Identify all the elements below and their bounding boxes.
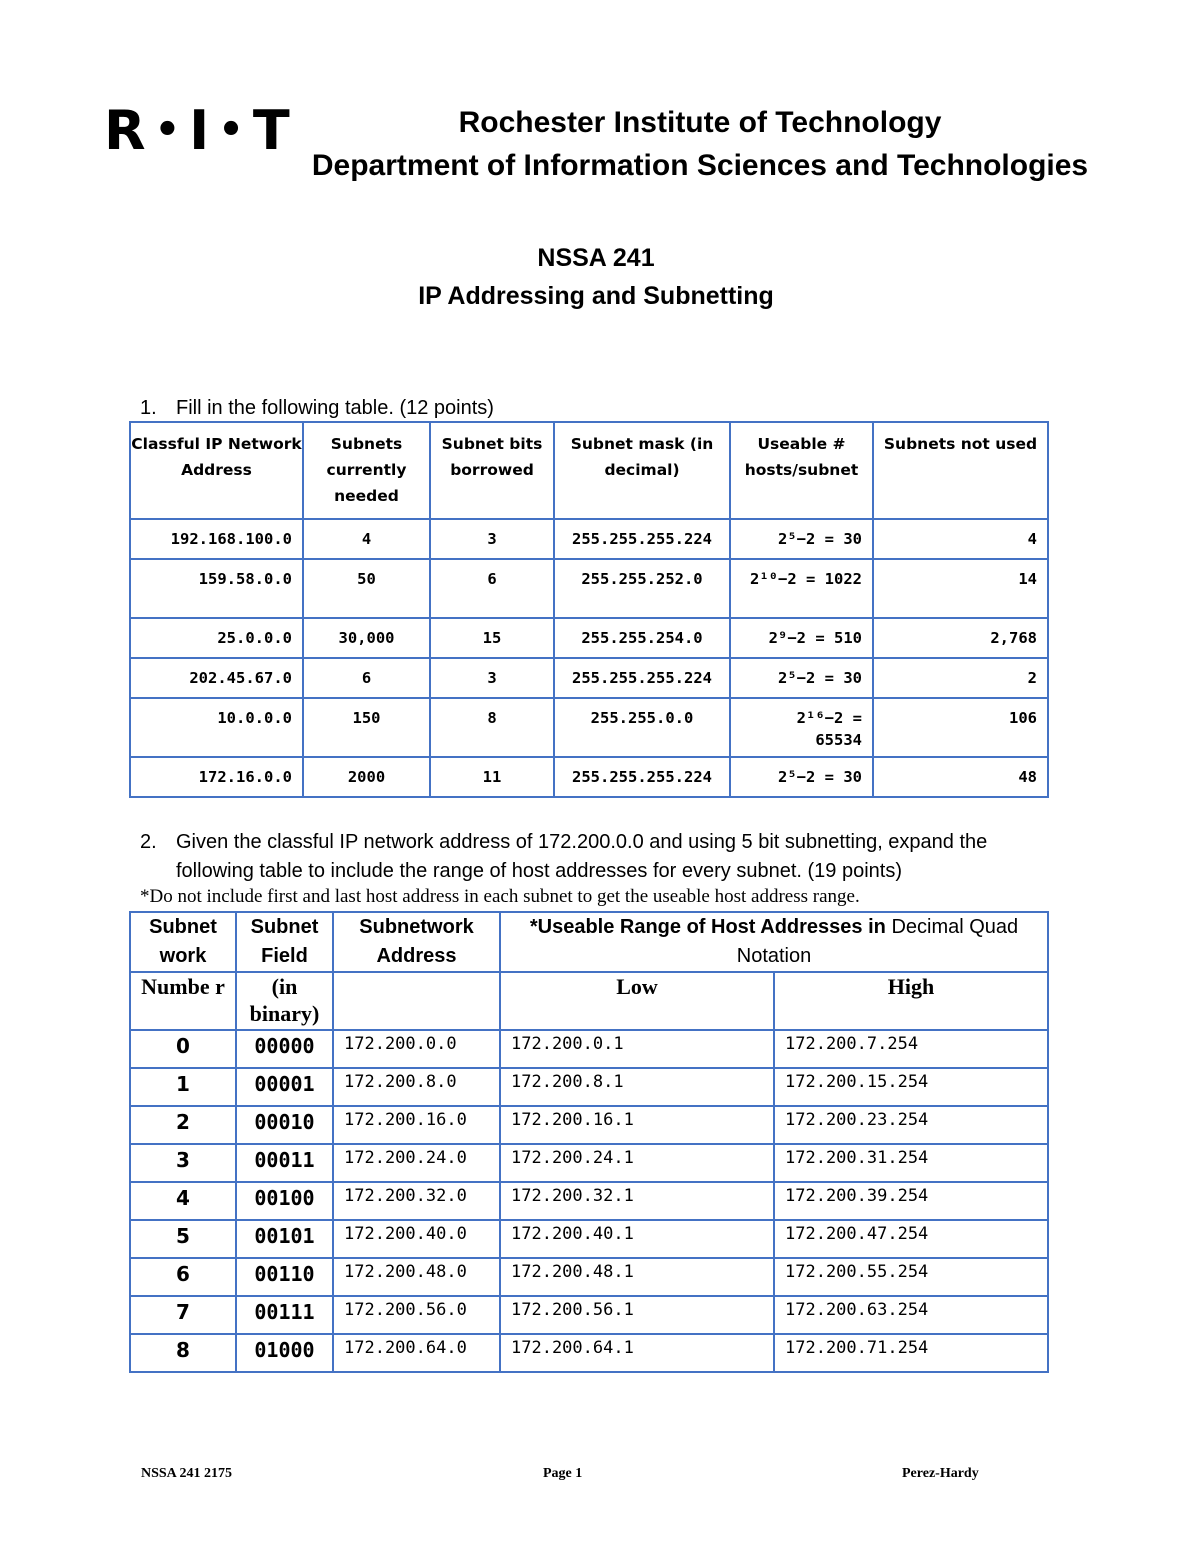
table-row (130, 1030, 1048, 1068)
network-cell: 202.45.67.0 (130, 658, 303, 698)
footer-author: Perez-Hardy (902, 1466, 979, 1481)
high-host-cell: 172.200.23.254 (774, 1106, 1048, 1144)
subnet-address-cell: 172.200.64.0 (333, 1334, 500, 1372)
header-cell: Classful IP Network Address (130, 422, 303, 519)
subnet-number-cell: 0 (130, 1030, 236, 1068)
subnet-address-cell: 172.200.8.0 (333, 1068, 500, 1106)
header-cell (333, 972, 500, 1030)
subnet-number-cell: 3 (130, 1144, 236, 1182)
header-cell: Subnetwork Address (333, 912, 500, 972)
header-cell: Subnet work (130, 912, 236, 972)
table-row (130, 519, 1048, 559)
subnet-number-cell: 2 (130, 1106, 236, 1144)
high-host-cell: 172.200.39.254 (774, 1182, 1048, 1220)
subnet-binary-cell: 00011 (236, 1144, 333, 1182)
question-1: 1. Fill in the following table. (12 points) (140, 397, 494, 419)
subnet-number-cell: 4 (130, 1182, 236, 1220)
footer-page-number: Page 1 (543, 1466, 583, 1481)
subnet-number-cell: 1 (130, 1068, 236, 1106)
low-host-cell: 172.200.56.1 (500, 1296, 774, 1334)
host-range-table (129, 911, 1049, 1373)
instruction-note: *Do not include first and last host address in each subnet to get the useable host address range. (140, 886, 860, 907)
course-title: IP Addressing and Subnetting (418, 282, 774, 310)
unused-cell: 2 (873, 658, 1048, 698)
table-row (130, 1296, 1048, 1334)
hosts-cell: 2⁹−2 = 510 (730, 618, 873, 658)
subnet-binary-cell: 00110 (236, 1258, 333, 1296)
mask-cell: 255.255.254.0 (554, 618, 730, 658)
unused-cell: 2,768 (873, 618, 1048, 658)
subnet-address-cell: 172.200.48.0 (333, 1258, 500, 1296)
header-cell: Subnets currently needed (303, 422, 430, 519)
question-2: 2. Given the classful IP network address of 172.200.0.0 and using 5 bit subnetting, expand the following table to include the range of host addresses for every subnet. (19 points) (140, 831, 988, 882)
header-cell: High (774, 972, 1048, 1030)
low-host-cell: 172.200.40.1 (500, 1220, 774, 1258)
subnet-address-cell: 172.200.56.0 (333, 1296, 500, 1334)
mask-cell: 255.255.252.0 (554, 559, 730, 618)
low-host-cell: 172.200.48.1 (500, 1258, 774, 1296)
table-row (130, 1106, 1048, 1144)
table-row (130, 658, 1048, 698)
high-host-cell: 172.200.31.254 (774, 1144, 1048, 1182)
needed-cell: 4 (303, 519, 430, 559)
low-host-cell: 172.200.64.1 (500, 1334, 774, 1372)
low-host-cell: 172.200.32.1 (500, 1182, 774, 1220)
high-host-cell: 172.200.71.254 (774, 1334, 1048, 1372)
low-host-cell: 172.200.24.1 (500, 1144, 774, 1182)
header-cell: Subnets not used (873, 422, 1048, 519)
bits-cell: 3 (430, 519, 554, 559)
header-cell: Numbe r (130, 972, 236, 1030)
table-row (130, 1144, 1048, 1182)
network-cell: 159.58.0.0 (130, 559, 303, 618)
subnet-binary-cell: 01000 (236, 1334, 333, 1372)
bits-cell: 8 (430, 698, 554, 757)
unused-cell: 4 (873, 519, 1048, 559)
hosts-cell: 2⁵−2 = 30 (730, 658, 873, 698)
institution-name: Rochester Institute of Technology (458, 106, 942, 139)
needed-cell: 6 (303, 658, 430, 698)
hosts-cell: 2⁵−2 = 30 (730, 757, 873, 797)
subnet-number-cell: 7 (130, 1296, 236, 1334)
subnet-number-cell: 8 (130, 1334, 236, 1372)
table-row (130, 1258, 1048, 1296)
table-row (130, 1068, 1048, 1106)
subnet-binary-cell: 00001 (236, 1068, 333, 1106)
high-host-cell: 172.200.15.254 (774, 1068, 1048, 1106)
subnet-table (129, 421, 1049, 798)
subnet-address-cell: 172.200.0.0 (333, 1030, 500, 1068)
subnet-address-cell: 172.200.24.0 (333, 1144, 500, 1182)
subnet-binary-cell: 00100 (236, 1182, 333, 1220)
bits-cell: 11 (430, 757, 554, 797)
table-header-row (130, 912, 1048, 972)
mask-cell: 255.255.255.224 (554, 519, 730, 559)
high-host-cell: 172.200.7.254 (774, 1030, 1048, 1068)
needed-cell: 150 (303, 698, 430, 757)
subnet-binary-cell: 00111 (236, 1296, 333, 1334)
subnet-binary-cell: 00010 (236, 1106, 333, 1144)
table-row (130, 1182, 1048, 1220)
bits-cell: 6 (430, 559, 554, 618)
table-header-row (130, 422, 1048, 519)
low-host-cell: 172.200.16.1 (500, 1106, 774, 1144)
header-cell: Low (500, 972, 774, 1030)
subnet-address-cell: 172.200.32.0 (333, 1182, 500, 1220)
header-cell: Subnet Field (236, 912, 333, 972)
high-host-cell: 172.200.47.254 (774, 1220, 1048, 1258)
header-cell: *Useable Range of Host Addresses in Decimal Quad Notation (500, 912, 1048, 972)
network-cell: 192.168.100.0 (130, 519, 303, 559)
bits-cell: 15 (430, 618, 554, 658)
subnet-address-cell: 172.200.40.0 (333, 1220, 500, 1258)
mask-cell: 255.255.0.0 (554, 698, 730, 757)
header-cell: (in binary) (236, 972, 333, 1030)
mask-cell: 255.255.255.224 (554, 757, 730, 797)
bits-cell: 3 (430, 658, 554, 698)
department-name: Department of Information Sciences and Technologies (311, 149, 1089, 182)
unused-cell: 48 (873, 757, 1048, 797)
table-row (130, 1220, 1048, 1258)
network-cell: 10.0.0.0 (130, 698, 303, 757)
needed-cell: 2000 (303, 757, 430, 797)
header-cell: Subnet bits borrowed (430, 422, 554, 519)
subnet-number-cell: 5 (130, 1220, 236, 1258)
header-cell: Useable # hosts/subnet (730, 422, 873, 519)
unused-cell: 106 (873, 698, 1048, 757)
mask-cell: 255.255.255.224 (554, 658, 730, 698)
footer-course: NSSA 241 2175 (141, 1466, 233, 1481)
needed-cell: 50 (303, 559, 430, 618)
course-code: NSSA 241 (537, 244, 655, 272)
subnet-binary-cell: 00000 (236, 1030, 333, 1068)
network-cell: 25.0.0.0 (130, 618, 303, 658)
low-host-cell: 172.200.8.1 (500, 1068, 774, 1106)
high-host-cell: 172.200.55.254 (774, 1258, 1048, 1296)
subnet-binary-cell: 00101 (236, 1220, 333, 1258)
table-row (130, 698, 1048, 757)
table-row (130, 757, 1048, 797)
low-host-cell: 172.200.0.1 (500, 1030, 774, 1068)
table-row (130, 618, 1048, 658)
table-row (130, 559, 1048, 618)
rit-logo: R • I • T (104, 99, 291, 162)
high-host-cell: 172.200.63.254 (774, 1296, 1048, 1334)
hosts-cell: 2¹⁰−2 = 1022 (730, 559, 873, 618)
subnet-number-cell: 6 (130, 1258, 236, 1296)
table-subheader-row (130, 972, 1048, 1030)
hosts-cell: 2¹⁶−2 = 65534 (730, 698, 873, 757)
table-row (130, 1334, 1048, 1372)
hosts-cell: 2⁵−2 = 30 (730, 519, 873, 559)
needed-cell: 30,000 (303, 618, 430, 658)
subnet-address-cell: 172.200.16.0 (333, 1106, 500, 1144)
network-cell: 172.16.0.0 (130, 757, 303, 797)
unused-cell: 14 (873, 559, 1048, 618)
header-cell: Subnet mask (in decimal) (554, 422, 730, 519)
